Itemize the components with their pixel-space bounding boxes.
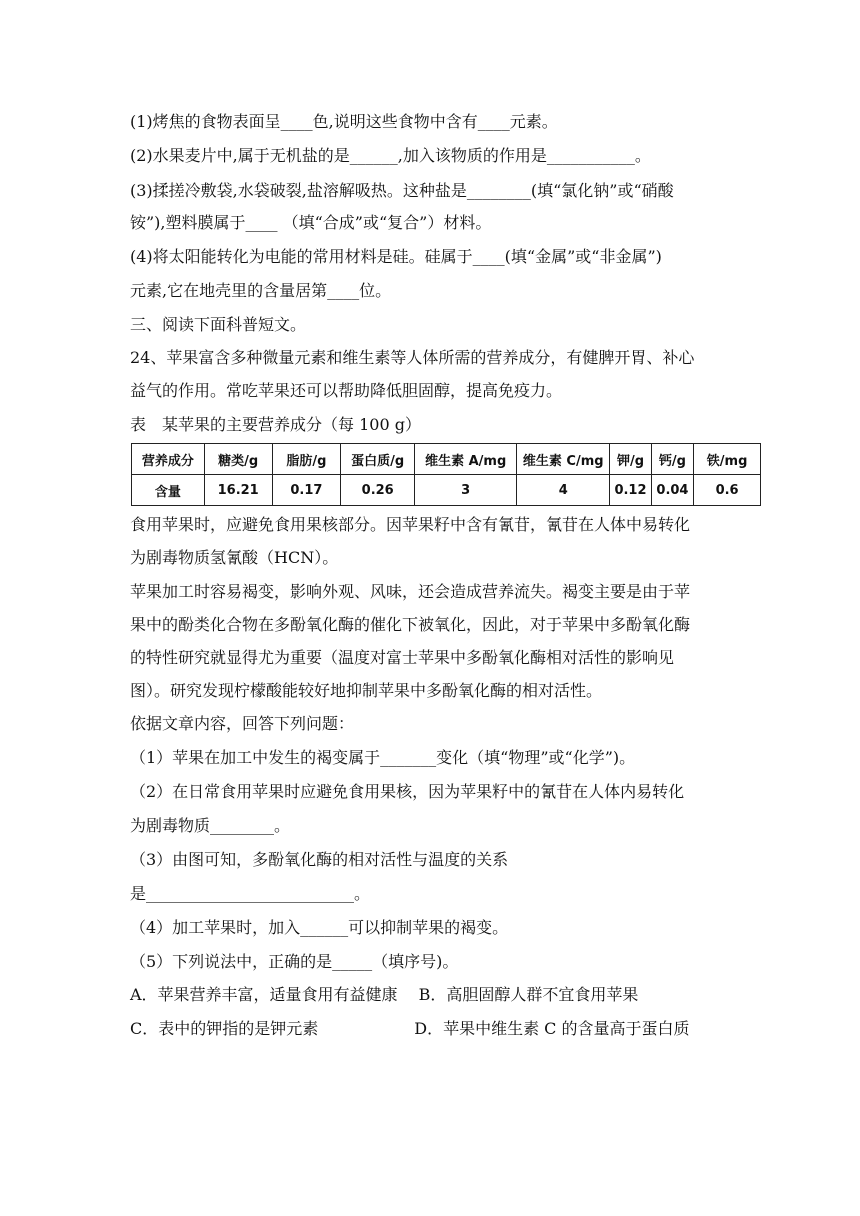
passage-p3-b: 果中的酚类化合物在多酚氧化酶的催化下被氧化，因此，对于苹果中多酚氧化酶 [130,615,691,634]
table-cell: 钾/g [610,444,651,475]
q3-line-b: 铵”),塑料膜属于____ （填“合成”或“复合”）材料。 [130,213,492,232]
table-cell: 0.26 [341,475,415,506]
passage-intro-a: 24、苹果富含多种微量元素和维生素等人体所需的营养成分，有健脾开胃、补心 [130,348,695,367]
table-cell: 4 [517,475,610,506]
q4-line-a: (4)将太阳能转化为电能的常用材料是硅。硅属于____(填“金属”或“非金属”) [130,247,662,266]
option-cd: C．表中的钾指的是钾元素 D．苹果中维生素 C 的含量高于蛋白质 [130,1019,690,1038]
table-header-row [132,444,761,475]
q4-line-b: 元素,它在地壳里的含量居第____位。 [130,281,392,300]
nutrition-table [131,443,761,506]
passage-p3-c: 的特性研究就显得尤为重要（温度对富士苹果中多酚氧化酶相对活性的影响见 [130,648,675,667]
passage-p3-a: 苹果加工时容易褐变，影响外观、风味，还会造成营养流失。褐变主要是由于苹 [130,582,691,601]
table-cell: 0.17 [272,475,341,506]
passage-intro-b: 益气的作用。常吃苹果还可以帮助降低胆固醇，提高免疫力。 [130,381,563,400]
question-intro: 依据文章内容，回答下列问题： [130,714,355,733]
question-3-a: （3）由图可知，多酚氧化酶的相对活性与温度的关系 [130,850,509,869]
q2-line: (2)水果麦片中,属于无机盐的是______,加入该物质的作用是___________。 [130,146,651,165]
table-cell: 含量 [132,475,205,506]
question-1: （1）苹果在加工中发生的褐变属于_______变化（填“物理”或“化学”)。 [130,748,636,767]
table-cell: 维生素 A/mg [415,444,517,475]
table-cell: 糖类/g [204,444,272,475]
table-cell: 维生素 C/mg [517,444,610,475]
option-ab: A．苹果营养丰富，适量食用有益健康 B．高胆固醇人群不宜食用苹果 [130,985,639,1004]
passage-p2-b: 为剧毒物质氢氰酸（HCN）。 [130,548,339,567]
table-caption: 表 某苹果的主要营养成分（每 100 g） [130,415,421,434]
question-3-b: 是__________________________。 [130,884,371,903]
table-cell: 3 [415,475,517,506]
question-5: （5）下列说法中，正确的是_____（填序号)。 [130,952,459,971]
table-cell: 铁/mg [694,444,761,475]
table-cell: 钙/g [651,444,693,475]
table-cell: 0.04 [651,475,693,506]
q1-line: (1)烤焦的食物表面呈____色,说明这些食物中含有____元素。 [130,112,558,131]
table-cell: 蛋白质/g [341,444,415,475]
passage-p3-d: 图）。研究发现柠檬酸能较好地抑制苹果中多酚氧化酶的相对活性。 [130,681,603,700]
table-cell: 16.21 [204,475,272,506]
table-row [132,475,761,506]
table-cell: 脂肪/g [272,444,341,475]
section-heading: 三、阅读下面科普短文。 [130,315,307,334]
question-2-b: 为剧毒物质________。 [130,816,291,835]
question-2-a: （2）在日常食用苹果时应避免食用果核，因为苹果籽中的氰苷在人体内易转化 [130,782,685,801]
question-4: （4）加工苹果时，加入______可以抑制苹果的褐变。 [130,918,509,937]
passage-p2-a: 食用苹果时，应避免食用果核部分。因苹果籽中含有氰苷，氰苷在人体中易转化 [130,515,691,534]
table-cell: 0.6 [694,475,761,506]
q3-line-a: (3)揉搓冷敷袋,水袋破裂,盐溶解吸热。这种盐是________(填“氯化钠”或“硝酸 [130,181,674,200]
table-cell: 营养成分 [132,444,205,475]
table-cell: 0.12 [610,475,651,506]
